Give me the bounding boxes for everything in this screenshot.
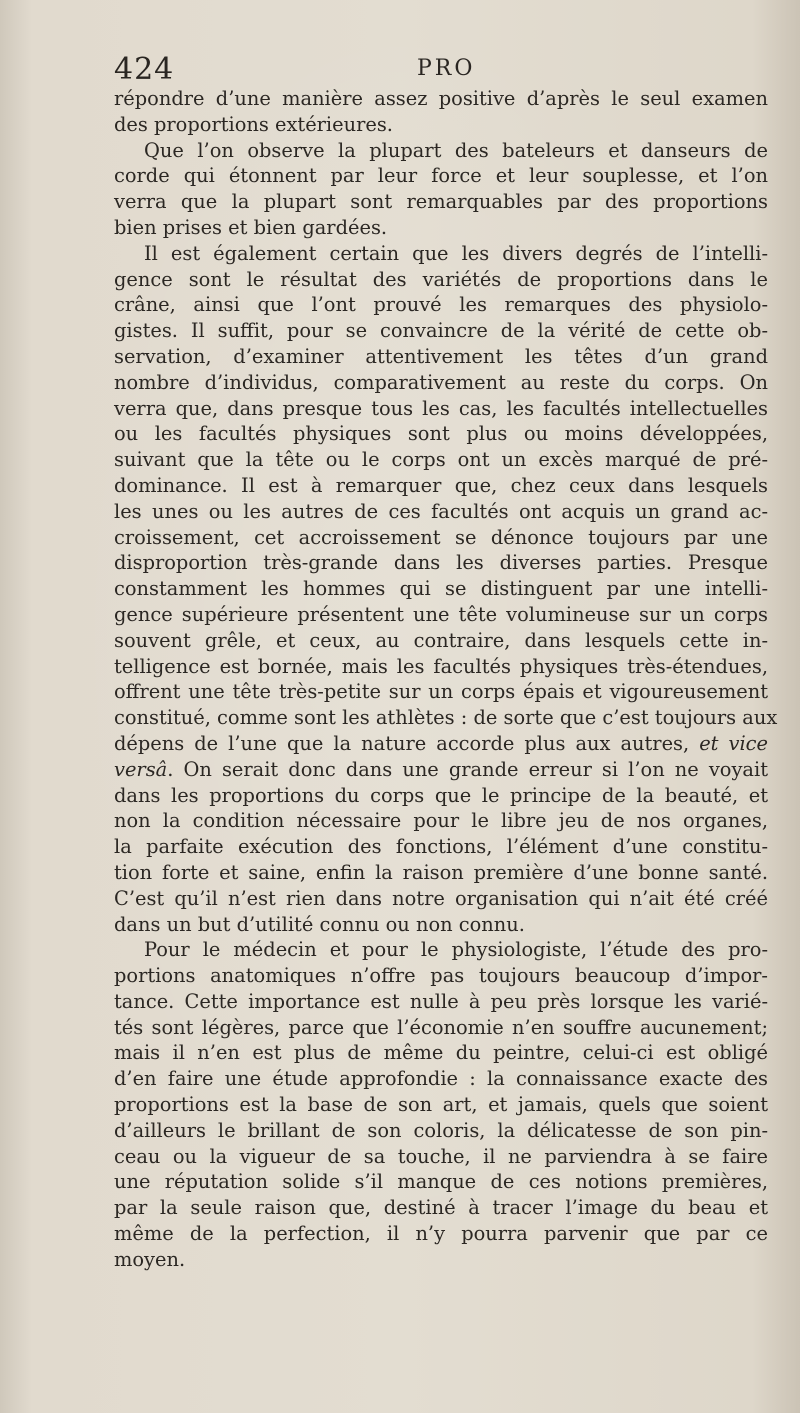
text-line: C’est qu’il n’est rien dans notre organisation qui n’ait été créé [114,886,768,910]
text-line: ceau ou la vigueur de sa touche, il ne parviendra à se faire [114,1144,768,1168]
text-line: suivant que la tête ou le corps ont un excès marqué de pré- [114,448,768,472]
text-line: bien prises et bien gardées. [114,215,388,239]
italic-run: versâ [114,757,168,781]
text-line: crâne, ainsi que l’ont prouvé les remarques des physiolo- [114,293,768,317]
text-line: servation, d’examiner attentivement les têtes d’un grand [114,344,768,368]
text-line: la parfaite exécution des fonctions, l’élément d’une constitu- [114,835,768,859]
text-line: Pour le médecin et pour le physiologiste, l’étude des pro- [144,938,768,962]
text-line: tés sont légères, parce que l’économie n’en souffre aucunement; [114,1015,768,1039]
text-line: croissement, cet accroissement se dénonce toujours par une [114,525,768,549]
text-line-with-italic [114,731,768,757]
text-line: portions anatomiques n’offre pas toujours beaucoup d’impor- [114,964,768,988]
text-line: verra que la plupart sont remarquables par des proportions [114,190,768,214]
text-line: moyen. [114,1247,186,1271]
text-line: non la condition nécessaire pour le libre jeu de nos organes, [114,809,768,833]
text-line: les unes ou les autres de ces facultés ont acquis un grand ac- [114,499,768,523]
text-line: versâ. On serait donc dans une grande erreur si l’on ne voyait [114,757,768,781]
text-line: corde qui étonnent par leur force et leur souplesse, et l’on [114,164,768,188]
running-head [114,52,768,88]
text-line: par la seule raison que, destiné à tracer l’image du beau et [114,1196,768,1220]
text-line: dans les proportions du corps que le principe de la beauté, et [114,783,768,807]
text-line: mais il n’en est plus de même du peintre, celui-ci est obligé [114,1041,768,1065]
text-line: Il est également certain que les divers degrés de l’intelli- [144,241,768,265]
text-run: dépens de l’une que la nature accorde plus aux autres, [114,731,690,755]
page-number: 424 [114,52,175,87]
body-text [114,86,778,1273]
text-line: offrent une tête très-petite sur un corps épais et vigoureusement [114,680,768,704]
text-line: constitué, comme sont les athlètes : de sorte que c’est toujours aux [114,706,778,730]
text-line: dominance. Il est à remarquer que, chez ceux dans lesquels [114,473,768,497]
text-line: même de la perfection, il n’y pourra parvenir que par ce [114,1222,768,1246]
running-title: PRO [417,56,476,81]
text-line: gence sont le résultat des variétés de proportions dans le [114,267,768,291]
text-line: d’ailleurs le brillant de son coloris, la délicatesse de son pin- [114,1118,768,1142]
text-line: répondre d’une manière assez positive d’après le seul examen [114,87,768,110]
text-line: nombre d’individus, comparativement au reste du corps. On [114,370,768,394]
italic-run: et vice [699,731,768,755]
text-line: tance. Cette importance est nulle à peu près lorsque les varié- [114,989,768,1013]
text-line: d’en faire une étude approfondie : la connaissance exacte des [114,1067,768,1091]
text-line: telligence est bornée, mais les facultés physiques très-étendues, [114,654,768,678]
text-line: des proportions extérieures. [114,112,393,136]
text-line: une réputation solide s’il manque de ces notions premières, [114,1170,768,1194]
text-line: gistes. Il suffit, pour se convaincre de la vérité de cette ob- [114,319,768,343]
text-line: tion forte et saine, enfin la raison première d’une bonne santé. [114,860,768,884]
text-line: constamment les hommes qui se distinguent par une intelli- [114,577,768,601]
text-line: dans un but d’utilité connu ou non connu. [114,912,525,936]
text-line: gence supérieure présentent une tête volumineuse sur un corps [114,602,768,626]
text-line: ou les facultés physiques sont plus ou moins développées, [114,422,768,446]
text-line: disproportion très-grande dans les diverses parties. Presque [114,551,768,575]
text-line: proportions est la base de son art, et jamais, quels que soient [114,1093,768,1117]
text-line: verra que, dans presque tous les cas, les facultés intellectuelles [114,396,768,420]
text-line: Que l’on observe la plupart des bateleurs et danseurs de [144,138,768,162]
text-line: souvent grêle, et ceux, au contraire, dans lesquels cette in- [114,628,768,652]
